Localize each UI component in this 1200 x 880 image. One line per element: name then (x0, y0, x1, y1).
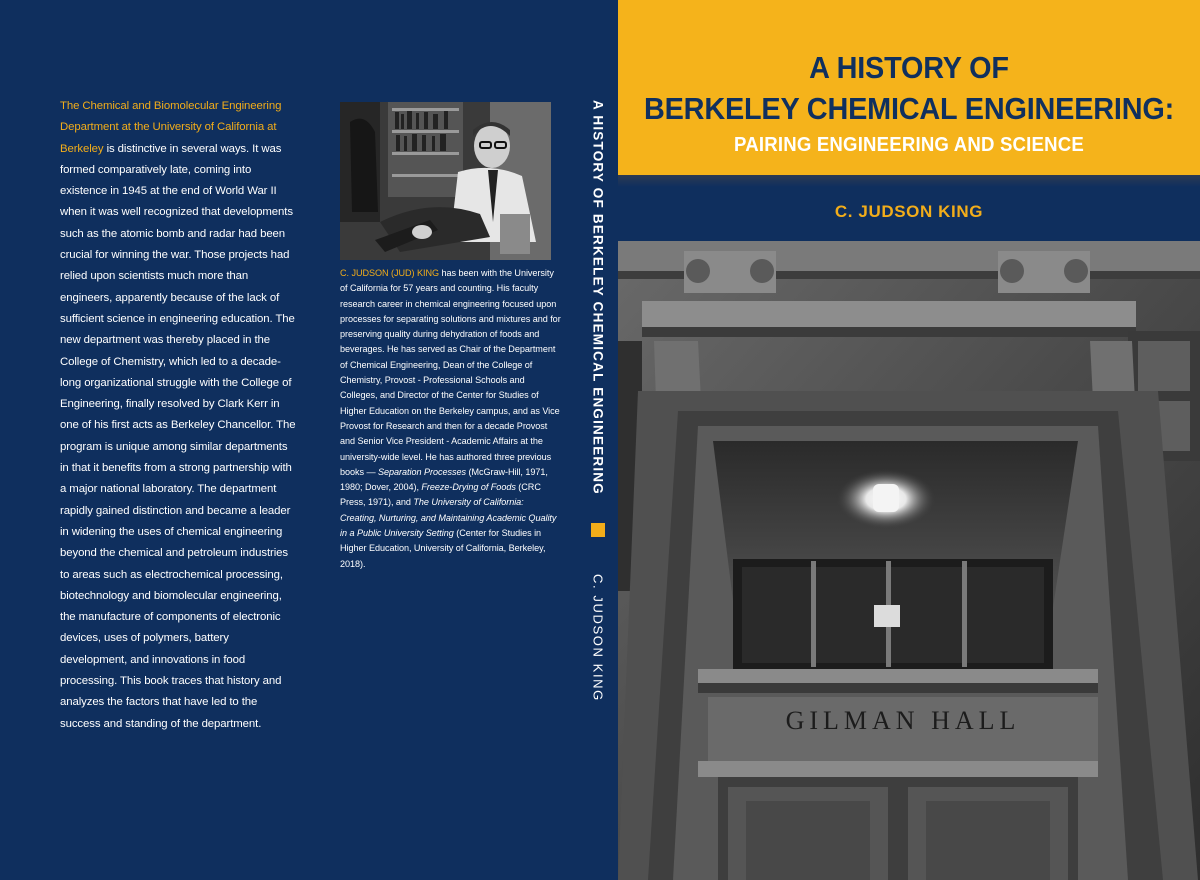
author-bio (340, 266, 562, 572)
cover-title-line-2: BERKELEY CHEMICAL ENGINEERING: (644, 91, 1174, 126)
cover-title-line-1: A HISTORY OF (809, 50, 1009, 85)
back-cover (0, 0, 578, 880)
spine-author: C. JUDSON KING (590, 574, 606, 702)
spine-gold-square (591, 523, 605, 537)
bio-text-2: (McGraw-Hill, 1971, 1980; Dover, 2004), (340, 466, 548, 493)
cover-subtitle: PAIRING ENGINEERING AND SCIENCE (734, 134, 1084, 156)
gilman-hall-inscription: GILMAN HALL (785, 706, 1021, 735)
author-photo (340, 102, 551, 260)
bio-book-1: Separation Processes (378, 466, 466, 477)
bio-book-2: Freeze-Drying of Foods (421, 482, 516, 493)
front-cover (618, 0, 1200, 880)
blurb-lead: The Chemical and Biomolecular Engineering Department at the University of California at Berkeley (60, 100, 282, 155)
capital-left (684, 251, 776, 293)
bio-text-3: (CRC Press, 1971), and (340, 482, 541, 508)
back-cover-blurb (60, 96, 298, 735)
bio-book-3: The University of California: Creating, Nurturing, and Maintaining Academic Quality in a Public University Setting (340, 497, 557, 539)
bio-text-1: has been with the University of California for 57 years and counting. His faculty research career in chemical engineering focused upon processes for separating solutions and mixtures and for preserving quality during dehydration of foods and beverages. He has served as Chair of the Department of Chemical Engineering, Dean of the College of Chemistry, Provost - Professional Schools and Colleges, and Director of the Center for Studies of Higher Education on the Berkeley campus, and as Vice Provost for Research and then for a decade Provost and Senior Vice President - Academic Affairs at the university-wide level. He has authored three previous books — (340, 268, 561, 477)
gilman-hall-photo (618, 241, 1200, 880)
bio-text-4: (Center for Studies in Higher Education, University of California, Berkeley, 2018). (340, 528, 546, 569)
bio-author-name: C. JUDSON (JUD) KING (340, 268, 440, 278)
capital-right (998, 251, 1090, 293)
blurb-body: is distinctive in several ways. It was formed comparatively late, coming into existence in 1945 at the end of World War II when it was well recognized that developments such as the atomic bomb and radar had been crucial for winning the war. Those projects had relied upon scientists much more than engineers, apparently because of the lack of sufficient science in engineering education. The new department was thereby placed in the College of Chemistry, which led to a decade-long organizational struggle with the College of Engineering, finally resolved by Clark Kerr in one of his first acts as Berkeley Chancellor. The program is unique among similar departments in that it benefits from a strong partnership with a major national laboratory. The department rapidly gained distinction and became a leader in widening the uses of chemical engineering beyond the chemical and petroleum industries to areas such as electrochemical processing, biotechnology and biomolecular engineering, the manufacture of components of electronic devices, uses of polymers, battery development, and innovations in food processing. This book traces that history and analyzes the factors that have led to the success and standing of the department. (60, 142, 296, 730)
spine-title: A HISTORY OF BERKELEY CHEMICAL ENGINEERING (590, 100, 606, 495)
cover-author: C. JUDSON KING (834, 202, 984, 221)
